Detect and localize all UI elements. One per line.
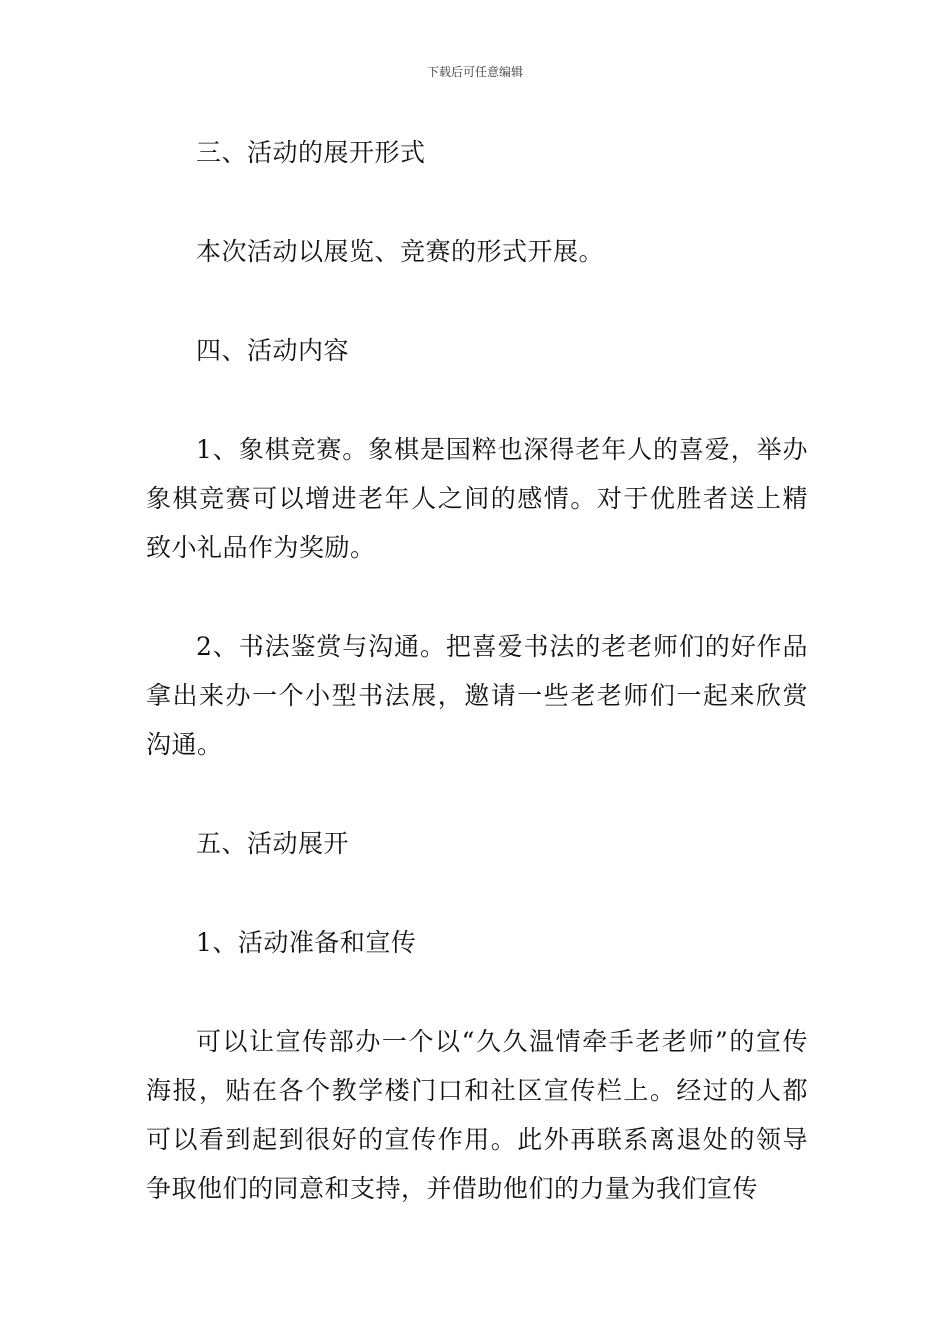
page-header: 下载后可任意编辑	[426, 65, 523, 79]
section-heading-5: 五、活动展开	[196, 829, 350, 858]
paragraph-format: 本次活动以展览、竞赛的形式开展。	[196, 237, 605, 266]
subsection-heading-preparation: 1、活动准备和宣传	[196, 928, 417, 957]
paragraph-chess-contest: 1、象棋竞赛。象棋是国粹也深得老年人的喜爱，举办象棋竞赛可以增进老年人之间的感情。对于优胜者送上精致小礼品作为奖励。	[146, 435, 808, 562]
paragraph-calligraphy: 2、书法鉴赏与沟通。把喜爱书法的老老师们的好作品拿出来办一个小型书法展，邀请一些老老师们一起来欣赏沟通。	[146, 632, 808, 759]
section-heading-3: 三、活动的展开形式	[196, 138, 426, 167]
document-body	[146, 128, 808, 1213]
section-heading-4: 四、活动内容	[196, 336, 350, 365]
paragraph-publicity: 可以让宣传部办一个以“久久温情牵手老老师”的宣传海报，贴在各个教学楼门口和社区宣传栏上。经过的人都可以看到起到很好的宣传作用。此外再联系离退处的领导争取他们的同意和支持，并借助他们的力量为我们宣传	[146, 1027, 808, 1203]
